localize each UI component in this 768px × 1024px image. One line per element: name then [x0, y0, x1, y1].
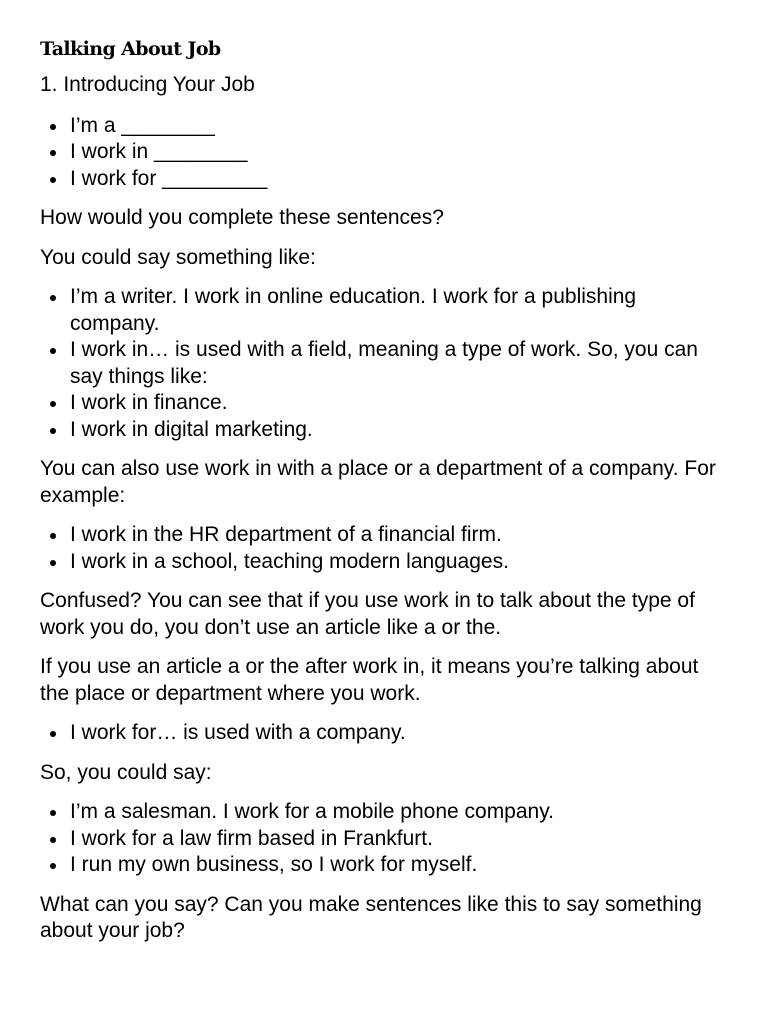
list-item: I work for _________: [70, 166, 720, 193]
paragraph-article-note: If you use an article a or the after work in, it means you’re talking about the place or department where you work.: [40, 655, 699, 705]
list-item: I work in the HR department of a financial firm.: [70, 522, 720, 549]
list-item: I’m a ________: [70, 113, 720, 140]
final-list: [40, 799, 720, 879]
list-item: I’m a salesman. I work for a mobile phone company.: [70, 799, 720, 826]
paragraph-closing-question: What can you say? Can you make sentences like this to say something about your job?: [40, 892, 702, 942]
place-list: [40, 522, 720, 575]
page-title: Talking About Job: [40, 38, 221, 60]
paragraph-could-say: You could say something like:: [40, 245, 316, 269]
intro-list: [40, 113, 720, 193]
examples-list: [40, 284, 720, 443]
document-page: [40, 34, 720, 958]
list-item: I work in a school, teaching modern languages.: [70, 549, 720, 576]
paragraph-question: How would you complete these sentences?: [40, 206, 444, 229]
list-item: I work for… is used with a company.: [70, 720, 720, 747]
list-item: I work in digital marketing.: [70, 417, 720, 444]
list-item: I’m a writer. I work in online education. I work for a publishing company.: [70, 284, 720, 337]
list-item: I work for a law firm based in Frankfurt.: [70, 826, 720, 853]
paragraph-confused-note: Confused? You can see that if you use work in to talk about the type of work you do, you don’t use an article like a or the.: [40, 589, 695, 639]
list-item: I work in… is used with a field, meaning a type of work. So, you can say things like:: [70, 337, 720, 390]
list-item: I run my own business, so I work for myself.: [70, 852, 720, 879]
company-list: [40, 720, 720, 747]
paragraph-place-note: You can also use work in with a place or a department of a company. For example:: [40, 457, 716, 507]
section-heading: 1. Introducing Your Job: [40, 73, 255, 96]
list-item: I work in ________: [70, 139, 720, 166]
list-item: I work in finance.: [70, 390, 720, 417]
paragraph-so-say: So, you could say:: [40, 760, 212, 784]
